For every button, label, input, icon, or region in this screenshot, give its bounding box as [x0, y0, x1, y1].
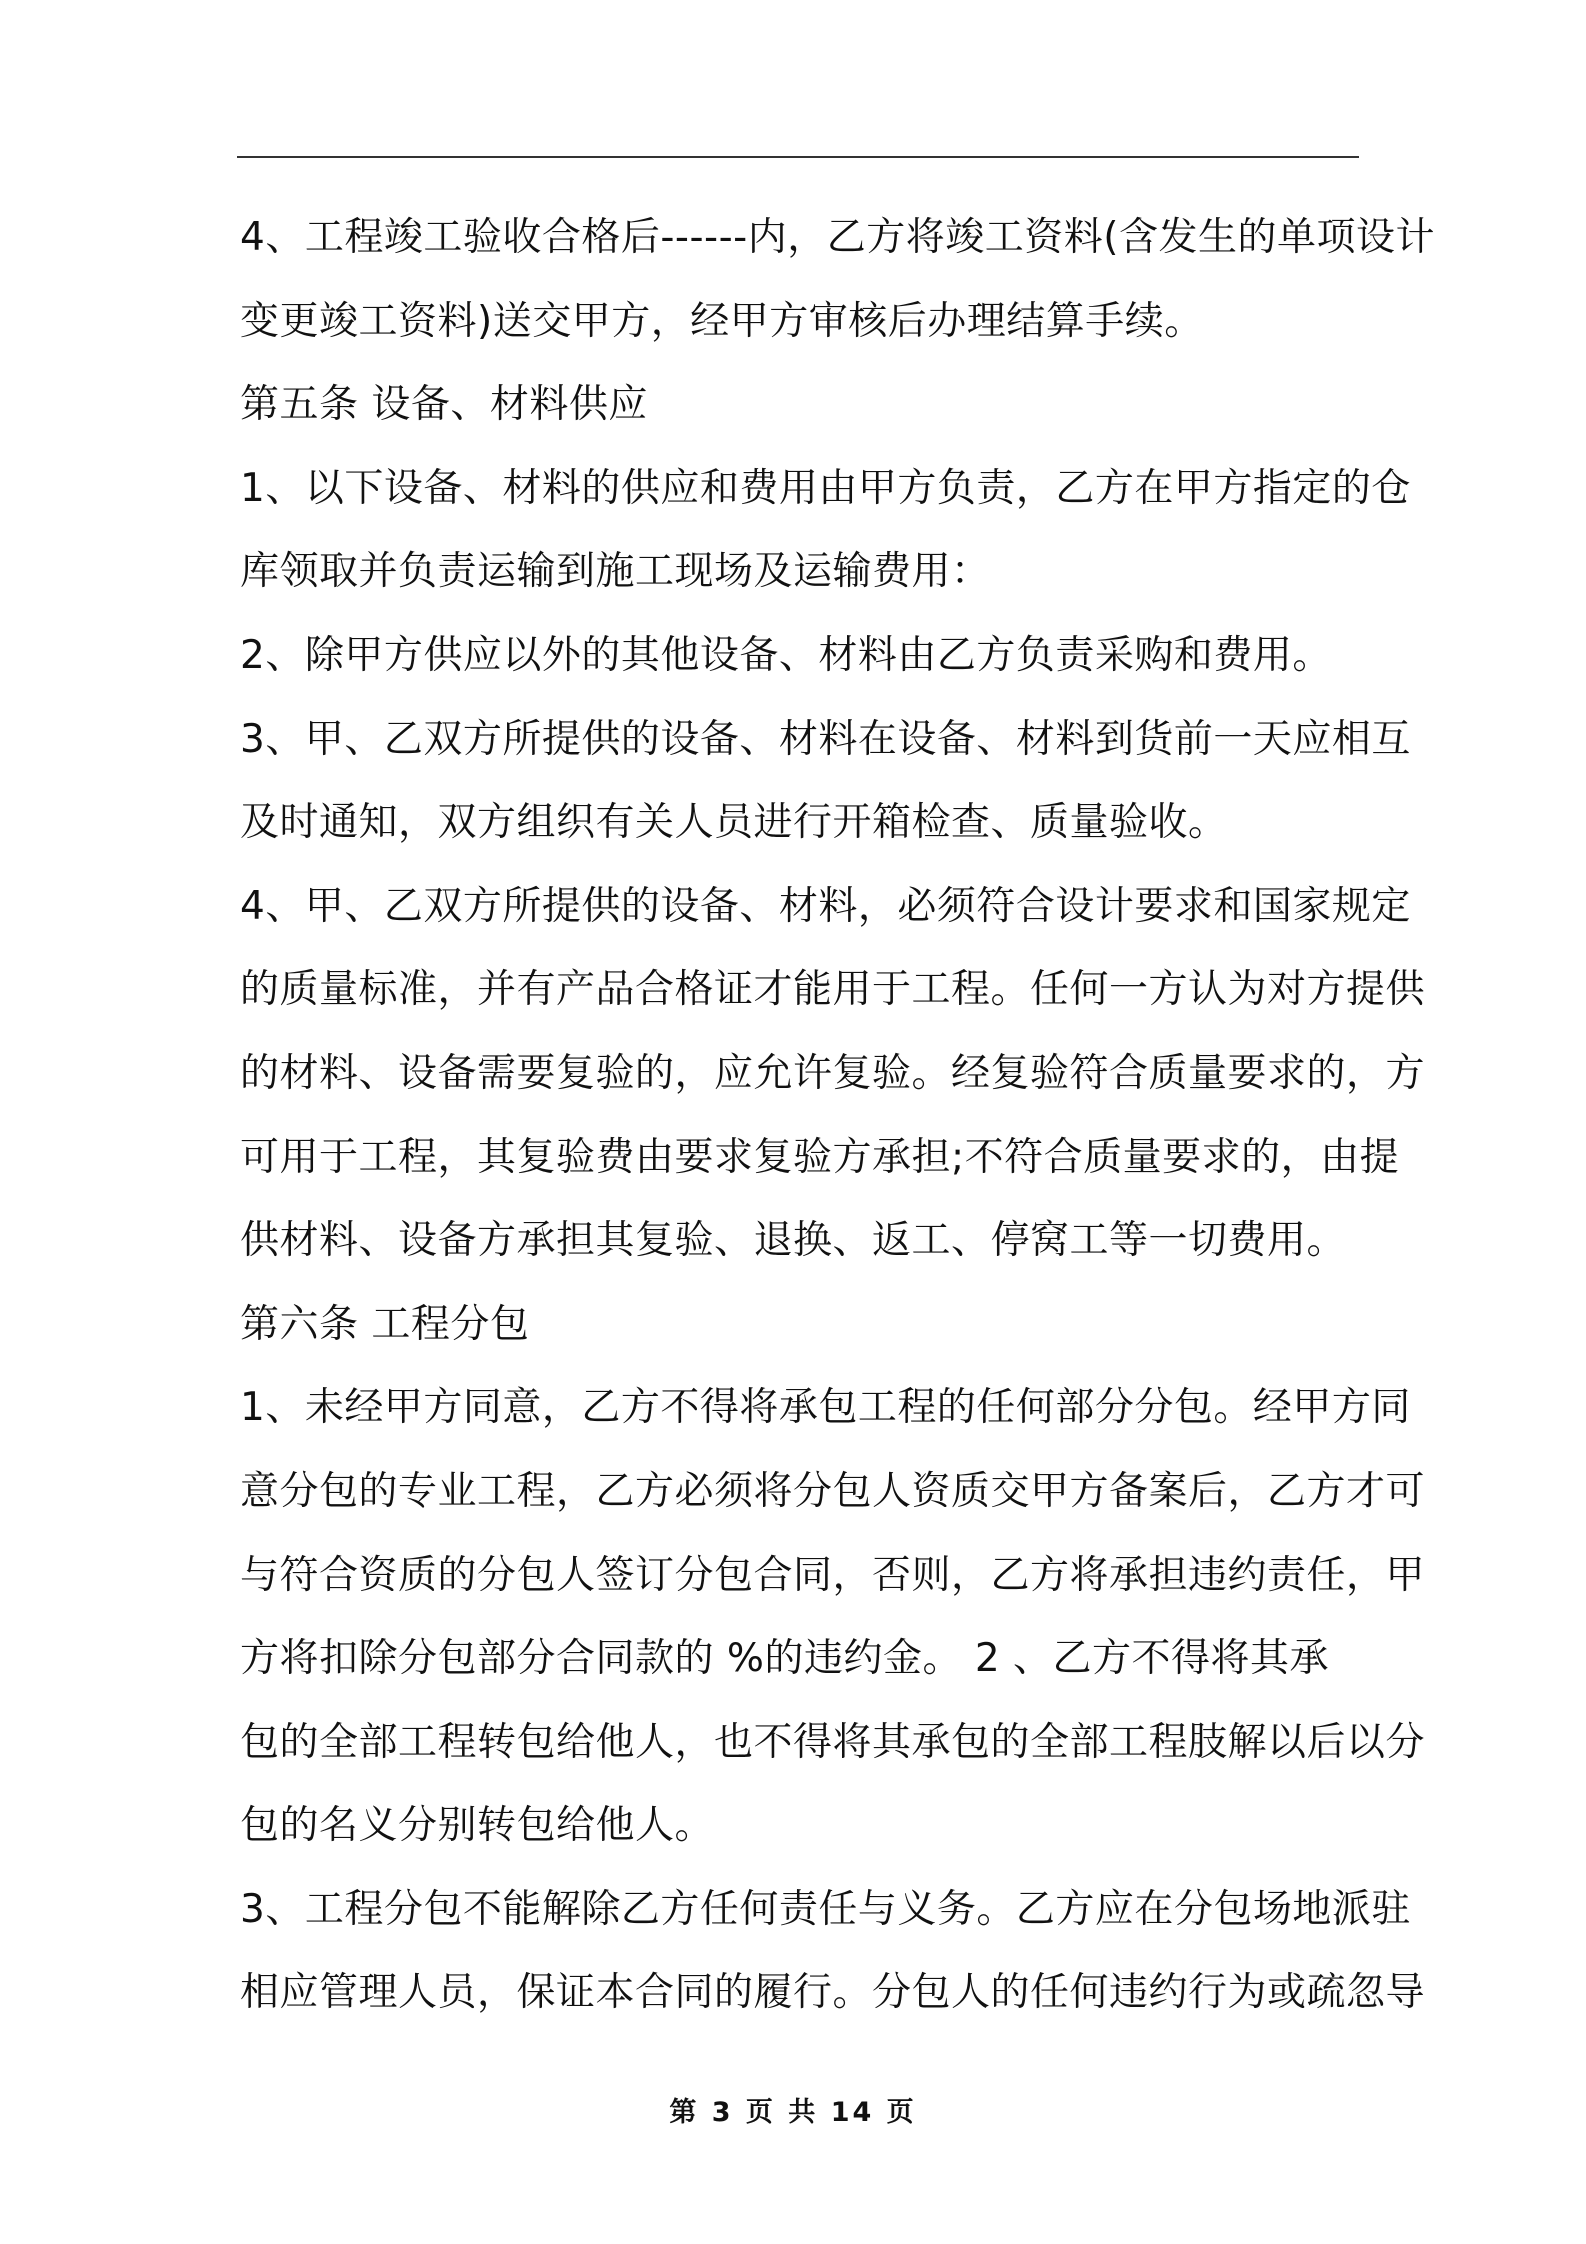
section-heading: 第六条 工程分包 — [240, 1301, 530, 1347]
text-line: 的质量标准，并有产品合格证才能用于工程。任何一方认为对方提供 — [240, 967, 1426, 1013]
text-line: 4、甲、乙双方所提供的设备、材料，必须符合设计要求和国家规定 — [240, 883, 1411, 929]
text-line: 方将扣除分包部分合同款的 %的违约金。 2 、乙方不得将其承 — [240, 1636, 1330, 1682]
text-line: 2、除甲方供应以外的其他设备、材料由乙方负责采购和费用。 — [240, 632, 1332, 678]
text-line: 3、工程分包不能解除乙方任何责任与义务。乙方应在分包场地派驻 — [240, 1886, 1411, 1932]
text-line: 3、甲、乙双方所提供的设备、材料在设备、材料到货前一天应相互 — [240, 716, 1411, 762]
text-line: 及时通知，双方组织有关人员进行开箱检查、质量验收。 — [240, 800, 1228, 846]
text-line: 供材料、设备方承担其复验、退换、返工、停窝工等一切费用。 — [240, 1218, 1347, 1264]
text-line: 相应管理人员，保证本合同的履行。分包人的任何违约行为或疏忽导 — [240, 1970, 1426, 2016]
text-line: 1、以下设备、材料的供应和费用由甲方负责，乙方在甲方指定的仓 — [240, 465, 1411, 511]
text-line: 意分包的专业工程，乙方必须将分包人资质交甲方备案后，乙方才可 — [240, 1468, 1426, 1514]
text-line: 的材料、设备需要复验的，应允许复验。经复验符合质量要求的，方 — [240, 1050, 1426, 1096]
text-line: 与符合资质的分包人签订分包合同，否则，乙方将承担违约责任，甲 — [240, 1552, 1426, 1598]
text-line: 库领取并负责运输到施工现场及运输费用： — [240, 549, 991, 595]
text-line: 变更竣工资料)送交甲方，经甲方审核后办理结算手续。 — [240, 298, 1204, 344]
header-rule — [237, 156, 1359, 158]
text-line: 可用于工程，其复验费由要求复验方承担;不符合质量要求的，由提 — [240, 1134, 1400, 1180]
text-line: 4、工程竣工验收合格后------内，乙方将竣工资料(含发生的单项设计 — [240, 215, 1435, 260]
section-heading: 第五条 设备、材料供应 — [240, 382, 648, 428]
document-body — [240, 196, 1435, 2035]
text-line: 包的名义分别转包给他人。 — [240, 1803, 715, 1849]
text-line: 1、未经甲方同意，乙方不得将承包工程的任何部分分包。经甲方同 — [240, 1385, 1411, 1431]
text-line: 包的全部工程转包给他人，也不得将其承包的全部工程肢解以后以分 — [240, 1719, 1426, 1765]
page-number-footer: 第 3 页 共 14 页 — [669, 2097, 917, 2128]
